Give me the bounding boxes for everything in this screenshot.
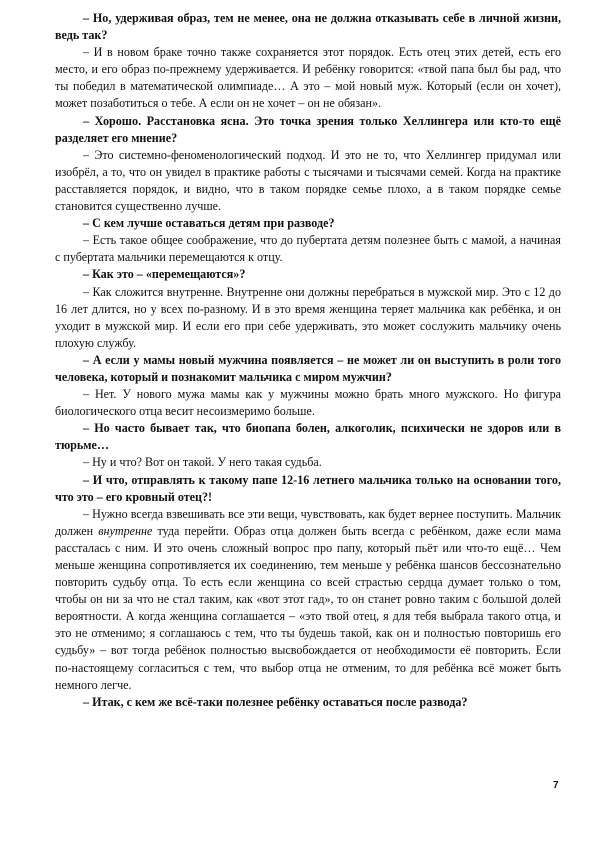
interview-answer: – Как сложится внутренне. Внутренне они должны перебраться в мужской мир. Это с 12 до 16 лет длится, но у всех по-разному. И в это время женщина теряет мальчика как ребёнка, и он уходит в мужской мир. И если его при себе удерживать, это может сослужить мальчику очень плохую службу.	[55, 284, 561, 350]
interview-question: – С кем лучше оставаться детям при разводе?	[83, 216, 335, 231]
interview-answer: – Это системно-феноменологический подход. И это не то, что Хеллингер придумал или изобрёл, а то, что он увидел в практике работы с тысячами и тысячами семей. Когда на практике расставляется порядок, и видно, что в таком порядке семье плохо, а в таком порядке семье становится существенно лучше.	[55, 147, 561, 214]
interview-answer: – Есть такое общее соображение, что до пубертата детям полезнее быть с мамой, а начиная с пубертата мальчики перемещаются к отцу.	[55, 233, 561, 265]
interview-answer: – Ну и что? Вот он такой. У него такая судьба.	[83, 455, 322, 470]
answer-text: туда перейти. Образ отца должен быть всегда с ребёнком, даже если мама рассталась с ним. И это очень сложный вопрос про папу, который пьёт или что-то ещё… Чем меньше женщина сопротивляется их соединению, тем меньше у ребёнка шансов бессознательно повторить судьбу отца. То есть если женщина со всей страстью сердца думает только о том, чтобы он ни за что не стал таким, как «вот этот гад», то он станет ровно таким с большой долей вероятности. А когда женщина соглашается – «это твой отец, я для тебя выбрала такого отца, и это не отменимо; я соглашаюсь с тем, что ты будешь такой, как он и полностью повторишь его судьбу» – вот тогда ребёнок полностью высвобождается от необходимости её повторить. Если по-настоящему согласиться с тем, что выбор отца не отменим, то для ребёнка всё может быть немного легче.	[55, 523, 561, 692]
page-number: 7	[553, 780, 559, 791]
answer-text: – Нужно всегда взвешивать все эти вещи, чувствовать, как будет вернее поступить. Мальчик должен	[55, 506, 561, 538]
interview-question: – А если у мамы новый мужчина появляется – не может ли он выступить в роли того человека, который и познакомит мальчика с миром мужчин?	[55, 352, 561, 384]
document-page	[55, 10, 561, 711]
interview-answer: – И в новом браке точно также сохраняется этот порядок. Есть отец этих детей, есть его место, и его образ по-прежнему удерживается. И ребёнку говорится: «твой папа был бы рад, что ты победил в математической олимпиаде… А это – мой новый муж. Который (если он хочет), может позаботиться о тебе. А если он не хочет – он не обязан».	[55, 45, 561, 111]
interview-question: – Как это – «перемещаются»?	[83, 267, 246, 282]
interview-question: – Но часто бывает так, что биопапа болен, алкоголик, психически не здоров или в тюрьме…	[55, 421, 561, 453]
interview-question: – Но, удерживая образ, тем не менее, она не должна отказывать себе в личной жизни, ведь так?	[55, 11, 561, 43]
interview-question: – И что, отправлять к такому папе 12-16 летнего мальчика только на основании того, что это – его кровный отец?!	[55, 472, 561, 504]
interview-question: – Итак, с кем же всё-таки полезнее ребёнку оставаться после развода?	[83, 694, 468, 709]
interview-answer	[55, 506, 561, 694]
interview-question: – Хорошо. Расстановка ясна. Это точка зрения только Хеллингера или кто-то ещё разделяет его мнение?	[55, 113, 561, 145]
interview-answer: – Нет. У нового мужа мамы как у мужчины можно брать много мужского. Но фигура биологического отца весит несоизмеримо больше.	[55, 387, 561, 419]
emphasized-word: внутренне	[98, 523, 153, 538]
